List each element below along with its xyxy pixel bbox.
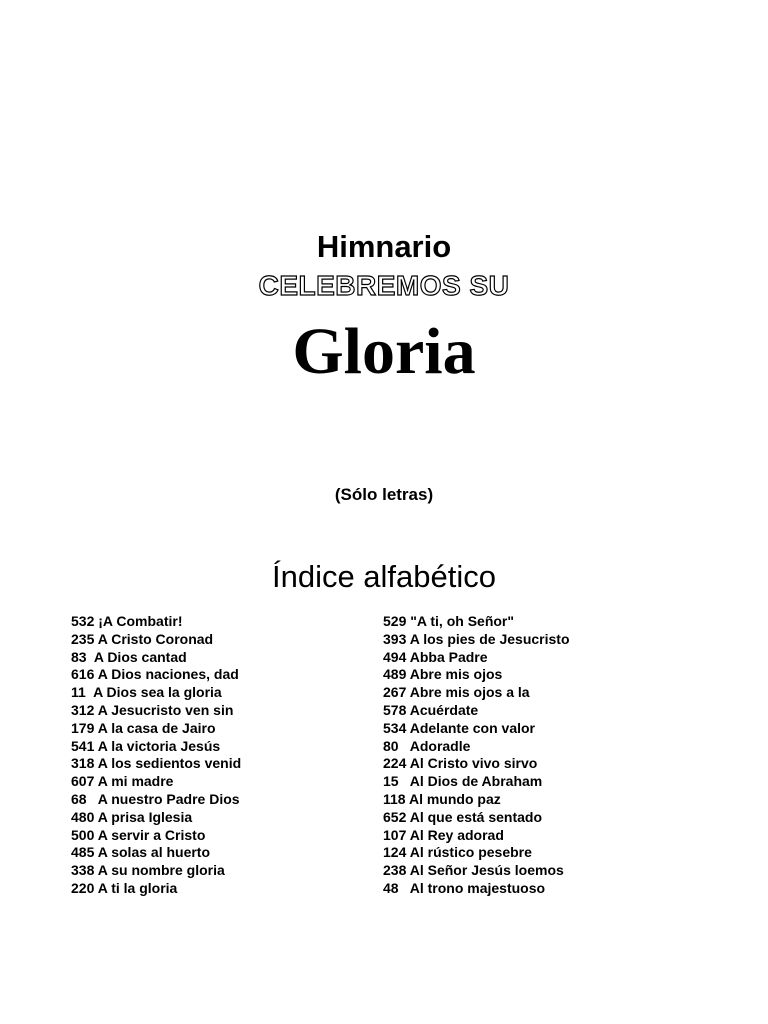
index-entry: [383, 880, 570, 898]
index-column-right: [383, 613, 570, 898]
hymn-number: 338: [71, 862, 95, 879]
index-entry: [71, 844, 241, 862]
hymn-title: A Jesucristo ven sin: [97, 701, 234, 718]
hymn-title: "A ti, oh Señor": [410, 613, 515, 629]
hymn-number: 80: [383, 737, 399, 754]
index-entry: [71, 738, 241, 756]
index-column-left: [71, 613, 241, 898]
hymn-title: Abba Padre: [409, 648, 488, 665]
himnario-heading: Himnario: [316, 229, 452, 264]
index-entry: [71, 613, 241, 631]
hymn-title: A Dios sea la gloria: [89, 684, 222, 701]
index-entry: [383, 631, 570, 649]
hymn-number: 607: [71, 773, 95, 790]
hymn-title: A servir a Cristo: [97, 826, 206, 843]
hymn-title: Al Señor Jesús loemos: [409, 862, 564, 879]
hymn-title: Al mundo paz: [408, 790, 501, 807]
hymn-number: 500: [71, 826, 95, 843]
gloria-title: Gloria: [292, 315, 476, 388]
index-entry: [383, 809, 570, 827]
hymn-title: Al trono majestuoso: [402, 879, 546, 896]
index-entry: [383, 666, 570, 684]
index-entry: [71, 755, 241, 773]
index-entry: [383, 613, 570, 631]
hymn-number: 15: [383, 773, 399, 790]
hymn-number: 235: [71, 630, 95, 647]
index-entry: [383, 755, 570, 773]
hymn-number: 238: [383, 862, 407, 879]
hymn-number: 124: [383, 844, 407, 861]
hymn-title: A su nombre gloria: [97, 862, 225, 879]
index-entry: [71, 649, 241, 667]
hymn-title: A Dios cantad: [90, 648, 187, 665]
hymn-title: Al Cristo vivo sirvo: [409, 755, 538, 772]
hymn-number: 393: [383, 630, 407, 647]
hymn-title: Adelante con valor: [409, 719, 535, 736]
hymn-title: A los pies de Jesucristo: [409, 630, 570, 647]
hymn-title: Abre mis ojos: [409, 666, 503, 683]
celebremos-su-heading: CELEBREMOS SU: [258, 270, 510, 301]
index-entry: [383, 684, 570, 702]
index-entry: [71, 631, 241, 649]
index-entry: [71, 791, 241, 809]
index-entry: [383, 738, 570, 756]
hymn-number: 179: [71, 719, 95, 736]
hymn-number: 83: [71, 648, 87, 665]
index-entry: [71, 666, 241, 684]
hymn-title: A solas al huerto: [97, 844, 211, 861]
index-entry: [71, 773, 241, 791]
hymn-title: Al rústico pesebre: [409, 844, 532, 861]
hymn-number: 11: [71, 684, 86, 701]
index-entry: [71, 862, 241, 880]
hymn-number: 616: [71, 666, 95, 683]
hymn-number: 220: [71, 879, 95, 896]
hymn-title: A ti la gloria: [97, 879, 178, 896]
hymn-title: ¡A Combatir!: [98, 613, 183, 629]
index-entry: [71, 880, 241, 898]
hymn-number: 652: [383, 808, 407, 825]
index-entry: [71, 809, 241, 827]
index-entry: [71, 684, 241, 702]
hymn-number: 224: [383, 755, 407, 772]
index-entry: [383, 702, 570, 720]
hymn-title: Abre mis ojos a la: [409, 684, 530, 701]
index-entry: [383, 773, 570, 791]
hymn-title: A nuestro Padre Dios: [90, 790, 240, 807]
hymn-title: A la casa de Jairo: [97, 719, 216, 736]
index-entry: [383, 720, 570, 738]
hymn-number: 494: [383, 648, 407, 665]
hymn-title: A los sedientos venid: [97, 755, 242, 772]
hymn-number: 68: [71, 790, 87, 807]
index-title: Índice alfabético: [271, 559, 497, 594]
hymn-number: 485: [71, 844, 95, 861]
hymn-number: 267: [383, 684, 407, 701]
index-entry: [71, 827, 241, 845]
index-entry: [383, 862, 570, 880]
hymn-number: 489: [383, 666, 407, 683]
hymn-number: 541: [71, 737, 95, 754]
hymn-title: Al Rey adorad: [409, 826, 504, 843]
hymn-number: 534: [383, 719, 407, 736]
hymn-number: 312: [71, 701, 95, 718]
hymn-number: 578: [383, 701, 407, 718]
hymn-title: A mi madre: [97, 773, 174, 790]
hymn-title: A prisa Iglesia: [97, 808, 193, 825]
hymn-title: Al Dios de Abraham: [402, 773, 543, 790]
hymn-number: 480: [71, 808, 95, 825]
hymn-title: Acuérdate: [409, 701, 479, 718]
hymn-number: 107: [383, 826, 407, 843]
hymn-title: A Dios naciones, dad: [97, 666, 239, 683]
hymn-title: Al que está sentado: [409, 808, 542, 825]
hymn-number: 118: [383, 790, 406, 807]
hymn-number: 318: [71, 755, 95, 772]
hymn-number: 529: [383, 613, 407, 629]
index-entry: [71, 702, 241, 720]
index-entry: [71, 720, 241, 738]
index-entry: [383, 844, 570, 862]
hymn-title: A Cristo Coronad: [97, 630, 214, 647]
hymn-title: Adoradle: [402, 737, 471, 754]
index-entry: [383, 791, 570, 809]
hymn-title: A la victoria Jesús: [97, 737, 221, 754]
hymn-number: 532: [71, 613, 95, 629]
index-entry: [383, 649, 570, 667]
solo-letras-subtitle: (Sólo letras): [334, 485, 434, 504]
index-entry: [383, 827, 570, 845]
hymn-number: 48: [383, 879, 399, 896]
